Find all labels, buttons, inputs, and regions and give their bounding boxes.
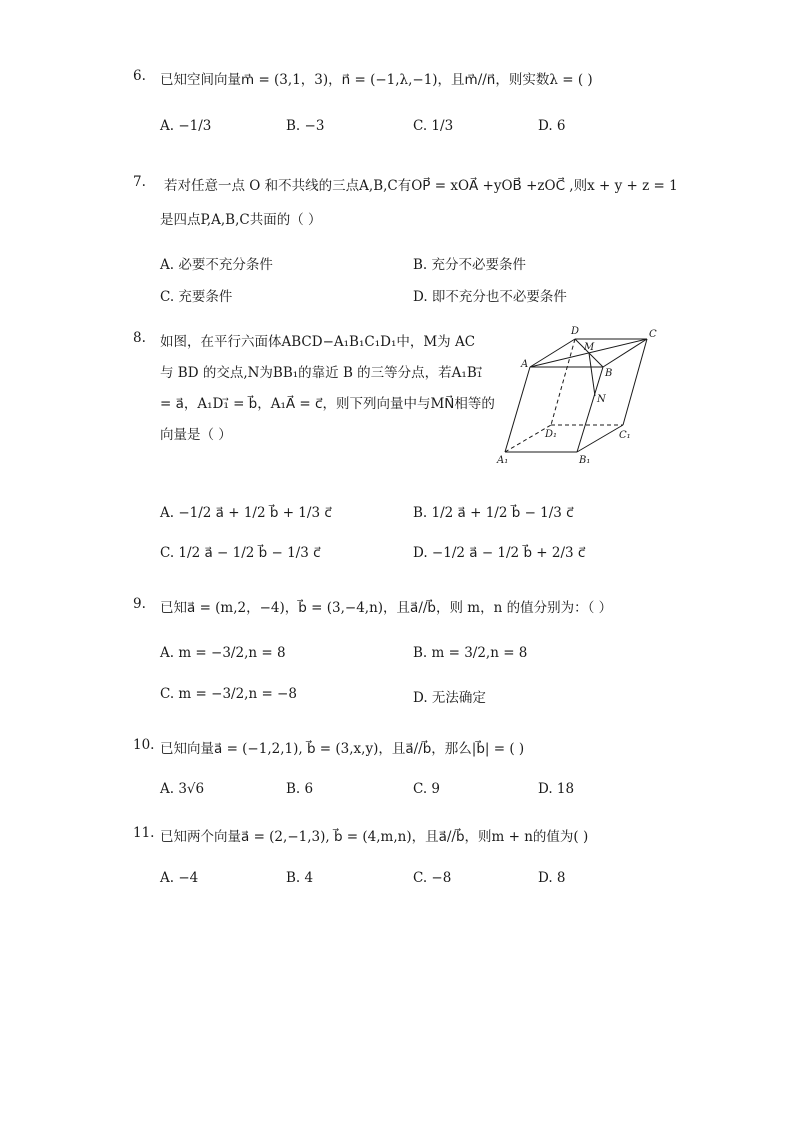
question-9-option-a: A. m = −3/2,n = 8: [160, 645, 286, 661]
label-c: C: [649, 329, 657, 340]
label-b: B: [605, 368, 613, 379]
question-9-option-c: C. m = −3/2,n = −8: [160, 686, 297, 702]
question-7-option-b: B. 充分不必要条件: [413, 257, 527, 273]
question-10-option-d: D. 18: [538, 781, 575, 797]
question-9-number: 9.: [133, 596, 146, 612]
question-7-option-d: D. 即不充分也不必要条件: [413, 289, 567, 305]
question-11-option-c: C. −8: [413, 870, 452, 886]
question-6-option-d: D. 6: [538, 118, 566, 134]
question-7-stem-line-2: 是四点P,A,B,C共面的（ ）: [160, 212, 322, 228]
label-a: A: [521, 359, 529, 370]
question-8-option-a: A. −1/2 a⃗ + 1/2 b⃗ + 1/3 c⃗: [160, 505, 332, 521]
label-d1: D₁: [545, 429, 558, 440]
question-11-option-a: A. −4: [160, 870, 199, 886]
question-9-stem: 已知a⃗ = (m,2，−4)，b⃗ = (3,−4,n)，且a⃗//b⃗，则 m，n 的值分别为：（ ）: [160, 600, 613, 616]
question-8-stem-line-2: 与 BD 的交点,N为BB₁的靠近 B 的三等分点，若A₁B₁⃗: [160, 365, 483, 381]
question-10-number: 10.: [133, 737, 155, 753]
label-c1: C₁: [619, 430, 631, 441]
question-6-number: 6.: [133, 68, 146, 84]
question-7-stem-line-1: 若对任意一点 O 和不共线的三点A,B,C有OP⃗ = xOA⃗ +yOB⃗ +zOC⃗ ,则x + y + z = 1: [164, 178, 678, 194]
question-10-option-a: A. 3√6: [160, 781, 205, 797]
question-9-option-b: B. m = 3/2,n = 8: [413, 645, 528, 661]
label-d: D: [571, 326, 580, 337]
question-11-stem: 已知两个向量a⃗ = (2,−1,3), b⃗ = (4,m,n)，且a⃗//b⃗，则m + n的值为( ): [160, 829, 589, 845]
question-6-option-b: B. −3: [286, 118, 325, 134]
question-10-option-b: B. 6: [286, 781, 314, 797]
question-6-stem: 已知空间向量m⃗ = (3,1，3)，n⃗ = (−1,λ,−1)，且m⃗//n⃗，则实数λ = ( ): [160, 72, 593, 88]
label-m: M: [584, 342, 595, 353]
question-8-stem-line-4: 向量是（ ）: [160, 427, 232, 443]
question-6-option-c: C. 1/3: [413, 118, 454, 134]
question-8-stem-line-1: 如图，在平行六面体ABCD−A₁B₁C₁D₁中，M为 AC: [160, 334, 476, 350]
question-7-option-a: A. 必要不充分条件: [160, 257, 273, 273]
label-b1: B₁: [579, 455, 591, 466]
question-8-option-c: C. 1/2 a⃗ − 1/2 b⃗ − 1/3 c⃗: [160, 545, 321, 561]
label-n: N: [597, 394, 606, 405]
question-7-option-c: C. 充要条件: [160, 289, 233, 305]
question-8-option-d: D. −1/2 a⃗ − 1/2 b⃗ + 2/3 c⃗: [413, 545, 586, 561]
question-10-stem: 已知向量a⃗ = (−1,2,1), b⃗ = (3,x,y)，且a⃗//b⃗，那么|b⃗| = ( ): [160, 741, 525, 757]
question-11-option-d: D. 8: [538, 870, 566, 886]
label-a1: A₁: [497, 455, 509, 466]
question-8-number: 8.: [133, 330, 146, 346]
parallelepiped-figure: [495, 322, 670, 467]
question-8-option-b: B. 1/2 a⃗ + 1/2 b⃗ − 1/3 c⃗: [413, 505, 574, 521]
question-11-option-b: B. 4: [286, 870, 314, 886]
question-6-option-a: A. −1/3: [160, 118, 212, 134]
question-9-option-d: D. 无法确定: [413, 690, 486, 706]
question-7-number: 7.: [133, 174, 146, 190]
question-10-option-c: C. 9: [413, 781, 441, 797]
question-8-stem-line-3: = a⃗，A₁D₁⃗ = b⃗，A₁A⃗ = c⃗，则下列向量中与MN⃗相等的: [160, 396, 495, 412]
segment-mn: [589, 353, 595, 396]
question-11-number: 11.: [133, 825, 155, 841]
